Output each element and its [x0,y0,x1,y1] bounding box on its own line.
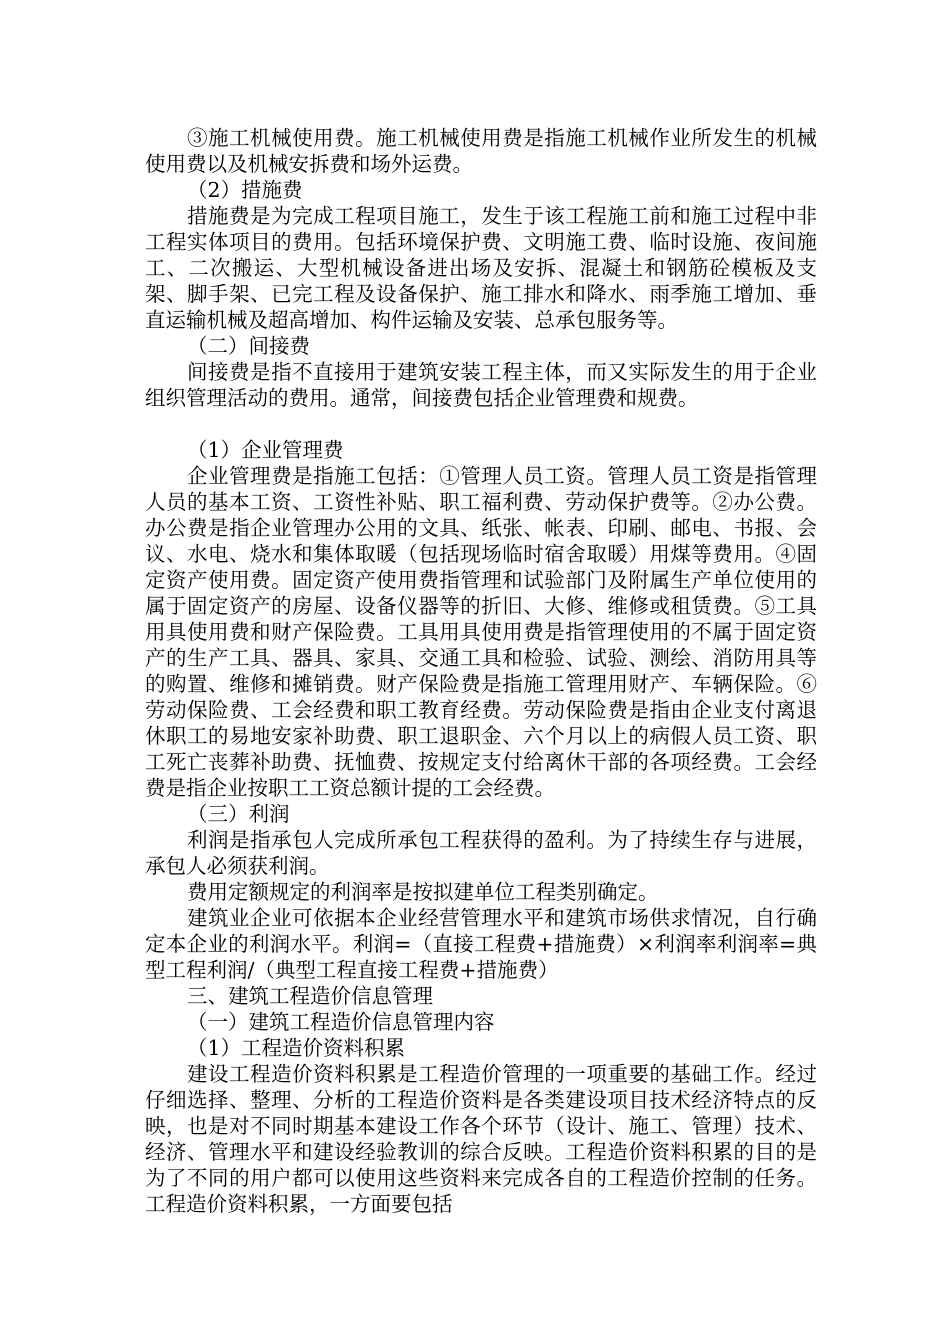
section-heading: （一）建筑工程造价信息管理内容 [187,1010,495,1034]
paragraph: 间接费是指不直接用于建筑安装工程主体，而又实际发生的用于企业组织管理活动的费用。通常，间接费包括企业管理费和规费。 [145,360,817,410]
section-heading: （2）措施费 [187,178,303,202]
section-heading: （1）企业管理费 [187,438,344,462]
paragraph: 费用定额规定的利润率是按拟建单位工程类别确定。 [187,880,659,904]
paragraph: 企业管理费是指施工包括：①管理人员工资。管理人员工资是指管理人员的基本工资、工资性补贴、职工福利费、劳动保护费等。②办公费。办公费是指企业管理办公用的文具、纸张、帐表、印刷、邮电、书报、会议、水电、烧水和集体取暖（包括现场临时宿舍取暖）用煤等费用。④固定资产使用费。固定资产使用费指管理和试验部门及附属生产单位使用的属于固定资产的房屋、设备仪器等的折旧、大修、维修或租赁费。⑤工具用具使用费和财产保险费。工具用具使用费是指管理使用的不属于固定资产的生产工具、器具、家具、交通工具和检验、试验、测绘、消防用具等的购置、维修和摊销费。财产保险费是指施工管理用财产、车辆保险。⑥劳动保险费、工会经费和职工教育经费。劳动保险费是指由企业支付离退休职工的易地安家补助费、职工退职金、六个月以上的病假人员工资、职工死亡丧葬补助费、抚恤费、按规定支付给离休干部的各项经费。工会经费是指企业按职工工资总额计提的工会经费。 [145,464,817,800]
paragraph: ③施工机械使用费。施工机械使用费是指施工机械作业所发生的机械使用费以及机械安拆费和场外运费。 [145,126,817,176]
paragraph: 建筑业企业可依据本企业经营管理水平和建筑市场供求情况，自行确定本企业的利润水平。利润=（直接工程费+措施费）×利润率利润率=典型工程利润/（典型工程直接工程费+措施费） [145,906,817,982]
paragraph-spacer [145,411,817,437]
paragraph: 利润是指承包人完成所承包工程获得的盈利。为了持续生存与进展，承包人必须获利润。 [145,828,817,878]
paragraph: 措施费是为完成工程项目施工，发生于该工程施工前和施工过程中非工程实体项目的费用。包括环境保护费、文明施工费、临时设施、夜间施工、二次搬运、大型机械设备进出场及安拆、混凝土和钢筋砼模板及支架、脚手架、已完工程及设备保护、施工排水和降水、雨季施工增加、垂直运输机械及超高增加、构件运输及安装、总承包服务等。 [145,204,817,332]
paragraph: 建设工程造价资料积累是工程造价管理的一项重要的基础工作。经过仔细选择、整理、分析的工程造价资料是各类建设项目技术经济特点的反映，也是对不同时期基本建设工作各个环节（设计、施工、管理）技术、经济、管理水平和建设经验教训的综合反映。工程造价资料积累的目的是为了不同的用户都可以使用这些资料来完成各自的工程造价控制的任务。工程造价资料积累，一方面要包括 [145,1062,817,1216]
section-heading: （二）间接费 [187,334,310,358]
section-heading: （1）工程造价资料积累 [187,1036,406,1060]
section-heading: 三、建筑工程造价信息管理 [187,984,433,1008]
document-body [145,125,817,1217]
section-heading: （三）利润 [187,802,290,826]
